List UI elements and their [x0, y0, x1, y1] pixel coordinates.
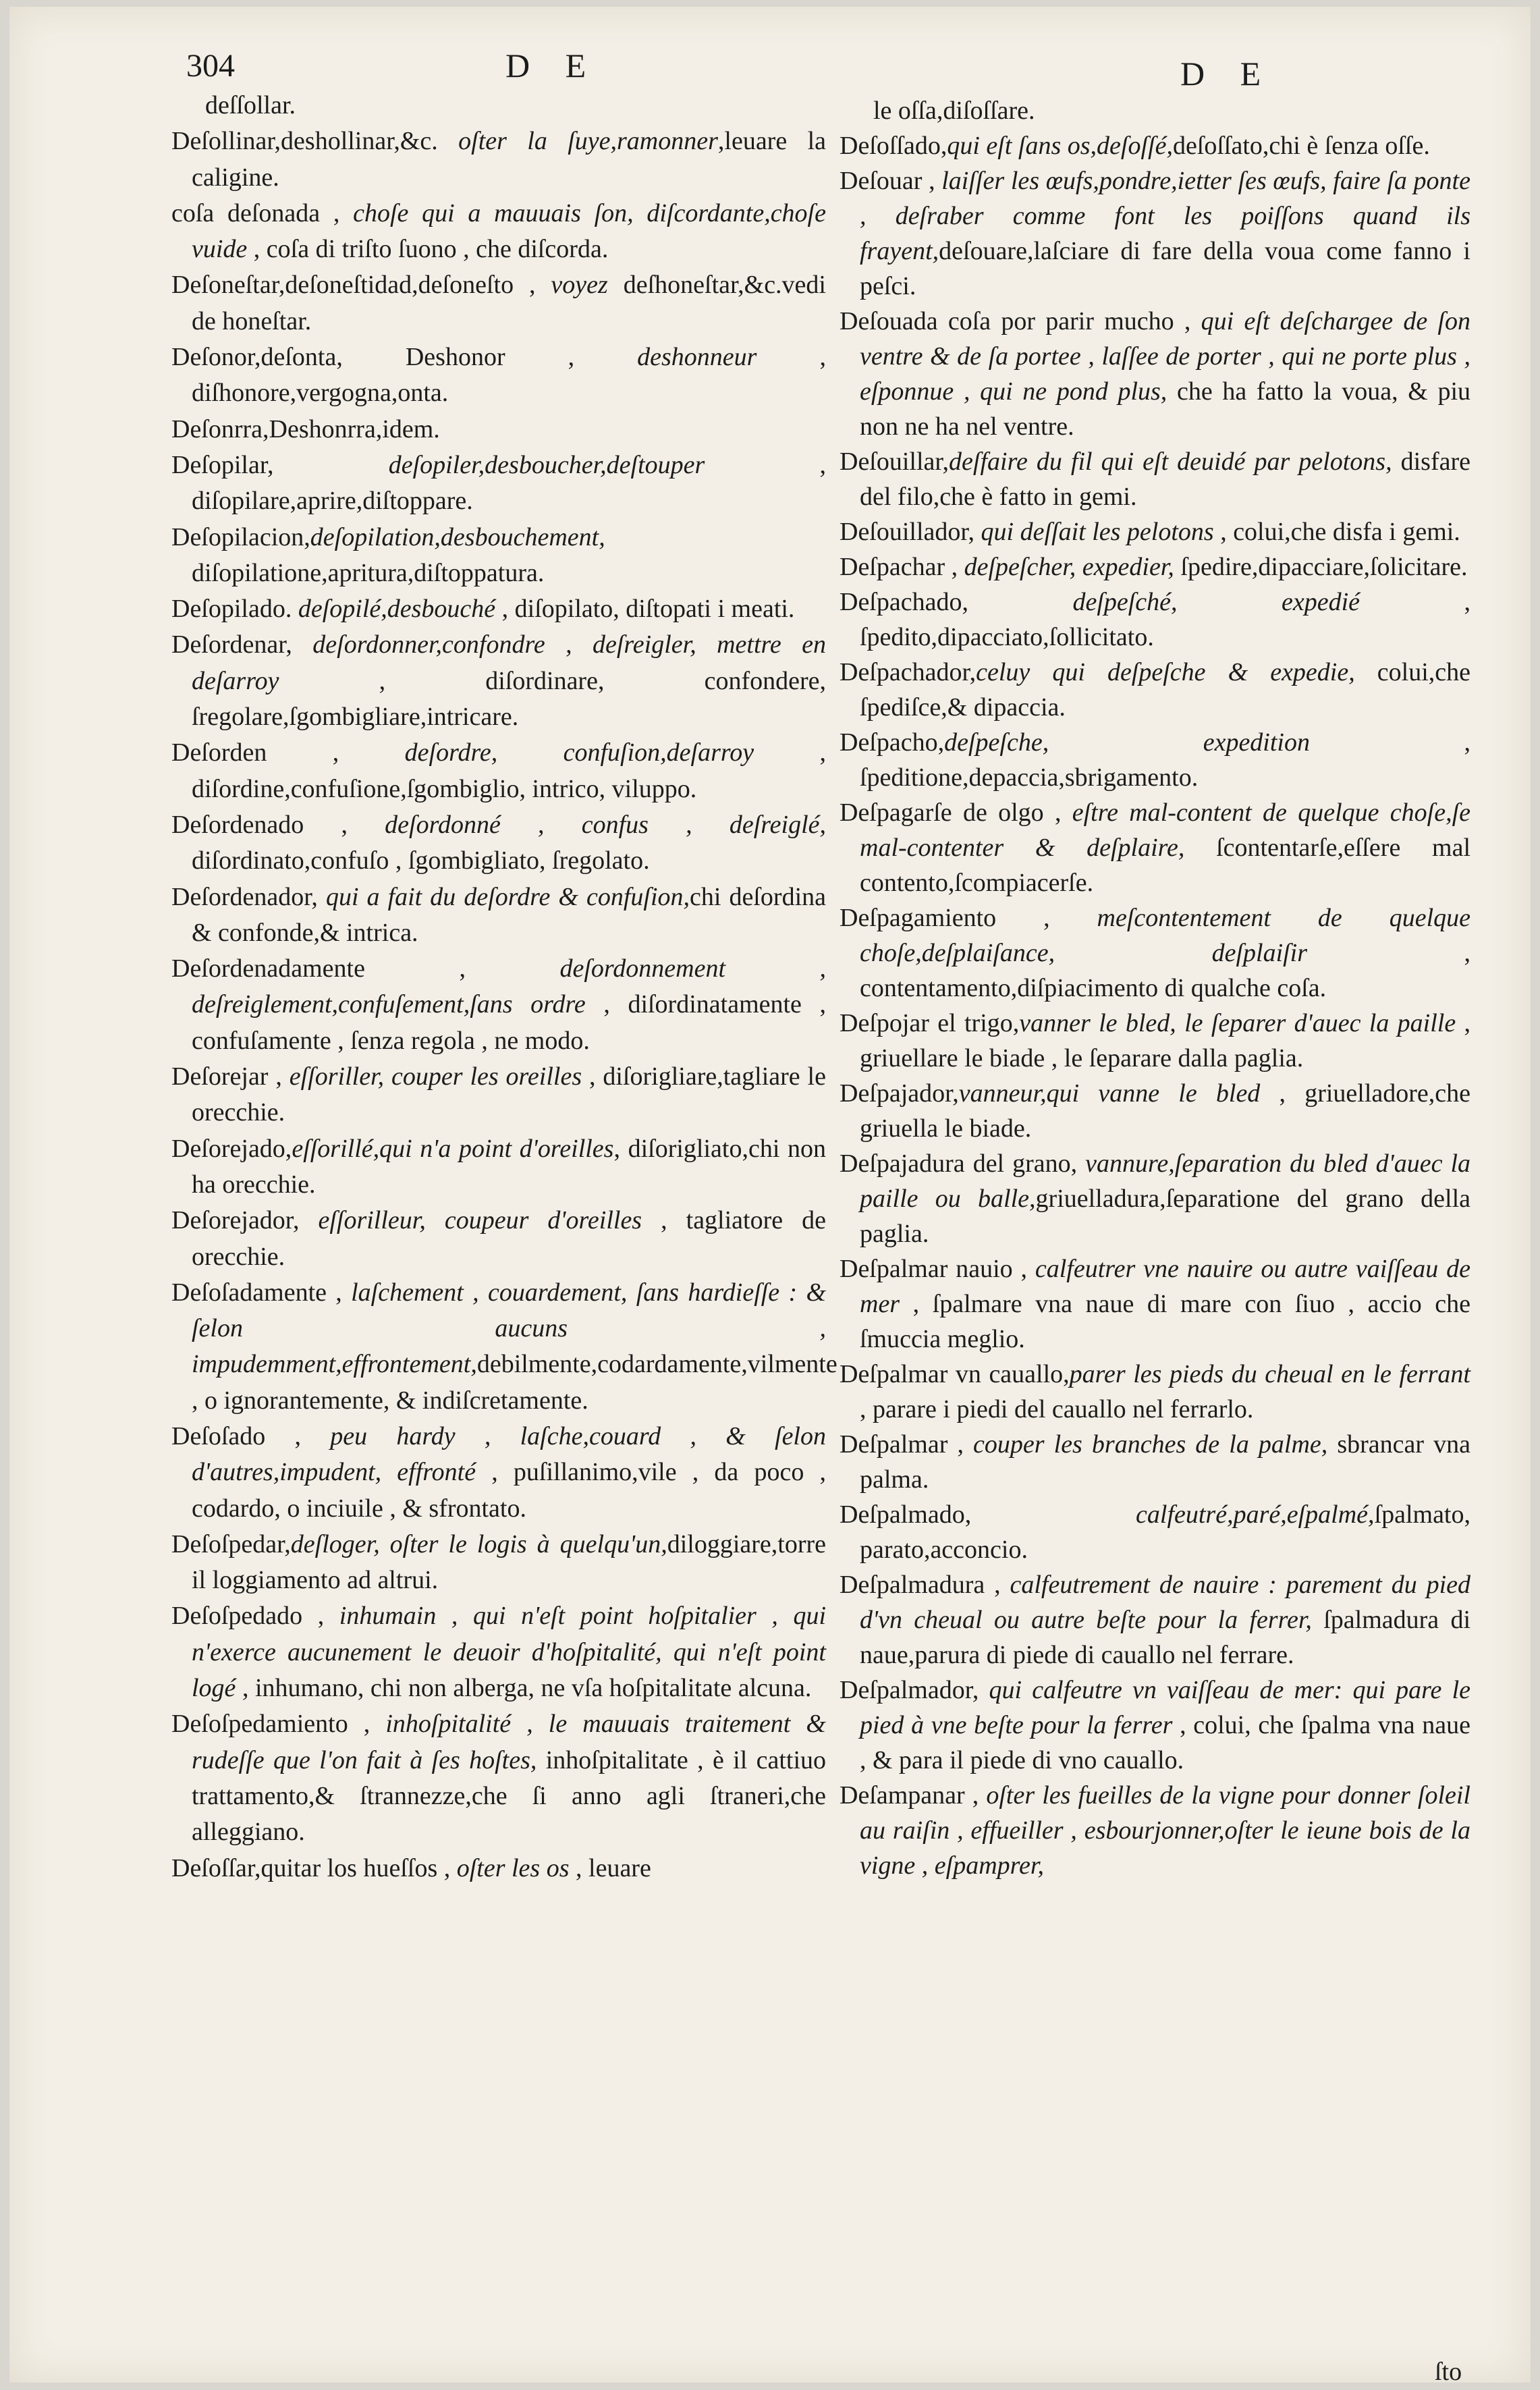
- entry-headword: Deſpachador,: [840, 658, 977, 686]
- entry-french: qui eſt ſans os,deſoſſé,: [947, 132, 1173, 160]
- dictionary-entry: [819, 1006, 1470, 1076]
- entry-french: deſordre, confuſion,deſarroy: [404, 738, 754, 767]
- entry-headword: Deſoſpedado ,: [171, 1602, 339, 1631]
- entry-italian: , diſhonore,vergogna,onta.: [192, 343, 826, 408]
- dictionary-entry: [151, 1131, 826, 1203]
- dictionary-entry: [151, 1203, 826, 1275]
- dictionary-entry: [819, 163, 1470, 304]
- dictionary-page: [9, 7, 1531, 2386]
- entry-headword: Deſoſado ,: [171, 1421, 331, 1450]
- entry-headword: Deſordenador,: [171, 882, 326, 911]
- entry-headword: Deſpachar ,: [840, 553, 964, 581]
- dictionary-entry: [151, 124, 826, 196]
- entry-italian: deſoſſato,chi è ſenza oſſe.: [1172, 132, 1430, 160]
- entry-french: deſordonner,confondre , deſreigler, mettre en deſarroy: [192, 630, 827, 695]
- entry-headword: Deſouillar,: [840, 447, 950, 476]
- entry-italian: , colui,che disfa i gemi.: [1213, 518, 1460, 546]
- entry-french: qui eſt deſchargee de ſon ventre & de ſa portee , laſſee de porter , qui ne porte plus , eſponnue , qui ne pond plus,: [860, 307, 1470, 406]
- entry-italian: , griuelladore,che griuella le biade.: [860, 1079, 1470, 1143]
- entry-headword: Deſopilar,: [171, 450, 389, 479]
- entry-french: oſter les os: [456, 1853, 570, 1882]
- entry-italian: , inhumano, chi non alberga, ne vſa hoſpitalitate alcuna.: [236, 1674, 812, 1703]
- entry-italian: , diſopilare,aprire,diſtoppare.: [192, 450, 827, 516]
- entry-headword: Deſpachado,: [840, 588, 1073, 616]
- dictionary-entry: [819, 1427, 1470, 1497]
- entry-italian: , diſordinare, confondere, ſregolare,ſgombigliare,intricare.: [192, 666, 826, 732]
- dictionary-entry: [151, 340, 826, 412]
- entry-french: qui deſſait les pelotons: [981, 518, 1214, 546]
- page-number: 304: [186, 48, 235, 84]
- entry-headword: Deſpalmar nauio ,: [840, 1255, 1035, 1283]
- entry-french: deſordonné , confus , deſreiglé,: [385, 810, 826, 839]
- dictionary-entry: [151, 447, 826, 520]
- entry-italian: diſordinato,confuſo , ſgombigliato, ſregolato.: [192, 846, 650, 875]
- dictionary-entry: [151, 88, 826, 124]
- entry-headword: Deſpalmadura ,: [840, 1571, 1010, 1599]
- entry-headword: Deſorejado,: [171, 1134, 292, 1163]
- entry-french: inhumain , qui n'eſt point hoſpitalier , qui n'exerce aucunement le deuoir d'hoſpitalité, qui n'eſt point logé: [192, 1602, 827, 1703]
- entry-headword: Deſpagarſe de olgo ,: [840, 798, 1072, 827]
- entry-headword: Deſorejador,: [171, 1206, 319, 1235]
- entry-french: vannure,ſeparation du bled d'auec la paille ou balle,: [860, 1149, 1471, 1213]
- entry-headword: Deſouada coſa por parir mucho ,: [840, 307, 1201, 335]
- entry-italian: ſpalmato, parato,acconcio.: [860, 1500, 1470, 1564]
- entry-headword: Deſpagamiento ,: [840, 904, 1097, 932]
- entry-french: eſſorilleur, coupeur d'oreilles: [318, 1206, 642, 1235]
- entry-italian: griuelladura,ſeparatione del grano della paglia.: [860, 1185, 1470, 1248]
- right-column: [819, 93, 1470, 1883]
- entry-french: couper les branches de la palme,: [973, 1430, 1328, 1459]
- entry-italian: le oſſa,diſoſſare.: [873, 97, 1035, 125]
- entry-italian: deſhoneſtar,&c.vedi de honeſtar.: [192, 271, 826, 335]
- left-column: [151, 88, 837, 1886]
- entry-italian: , griuellare le biade , le ſeparare dalla paglia.: [860, 1009, 1471, 1072]
- dictionary-entry: [819, 585, 1470, 655]
- dictionary-entry: [819, 93, 1470, 128]
- entry-french: vanneur,qui vanne le bled: [958, 1079, 1261, 1108]
- entry-italian: debilmente,codardamente,vilmente , o ignorantemente, & indiſcretamente.: [192, 1350, 837, 1415]
- dictionary-entry: [819, 1778, 1470, 1883]
- entry-french: deſopilation,desbouchement,: [310, 522, 605, 551]
- dictionary-entry: [819, 1497, 1470, 1567]
- entry-italian: chi deſordina & confonde,& intrica.: [192, 882, 827, 947]
- dictionary-entry: [151, 1706, 826, 1850]
- entry-italian: , tagliatore de orecchie.: [192, 1206, 826, 1271]
- entry-headword: Deſoſadamente ,: [171, 1278, 352, 1307]
- dictionary-entry: [819, 1567, 1470, 1673]
- entry-french: deshonneur: [637, 343, 757, 372]
- entry-french: meſcontentement de quelque choſe,deſplaiſance, deſplaiſir: [860, 904, 1470, 967]
- dictionary-entry: [151, 1851, 826, 1886]
- entry-italian: , leuare: [569, 1853, 651, 1882]
- entry-headword: Deſoneſtar,deſoneſtidad,deſoneſto ,: [171, 271, 551, 300]
- entry-headword: Deſordenado ,: [171, 810, 385, 839]
- entry-italian: che ha fatto la voua, & piu non ne ha nel ventre.: [860, 377, 1471, 441]
- entry-headword: Deſordenadamente ,: [171, 954, 560, 983]
- entry-italian: , ſpeditione,depaccia,sbrigamento.: [860, 728, 1470, 792]
- dictionary-entry: [151, 735, 826, 807]
- dictionary-entry: [151, 1598, 826, 1706]
- entry-french: qui a fait du deſordre & confuſion,: [325, 882, 690, 911]
- entry-headword: Deſoſſar,quitar los hueſſos ,: [171, 1853, 457, 1882]
- entry-headword: Deſollinar,deshollinar,&c.: [171, 127, 459, 156]
- dictionary-entry: [151, 879, 826, 952]
- entry-italian: ſpedire,dipacciare,ſolicitare.: [1174, 553, 1468, 581]
- entry-french: inhoſpitalité , le mauuais traitement & rudeſſe que l'on fait à ſes hoſtes,: [192, 1710, 826, 1774]
- entry-headword: Deſopilado.: [171, 595, 298, 624]
- entry-italian: , colui, che ſpalma vna naue , & para il piede di vno cauallo.: [860, 1711, 1470, 1774]
- running-head-right: D E: [1180, 55, 1275, 92]
- dictionary-entry: [819, 444, 1470, 514]
- dictionary-entry: [151, 951, 826, 1059]
- dictionary-entry: [151, 1419, 826, 1527]
- entry-headword: Deſorden ,: [171, 738, 405, 767]
- entry-french: eſtre mal-content de quelque choſe,ſe mal-contenter & deſplaire,: [860, 798, 1470, 862]
- entry-french: deſopilé,desbouché: [298, 595, 496, 624]
- entry-headword: Deſonor,deſonta, Deshonor ,: [171, 343, 638, 372]
- entry-italian: ,leuare la caligine.: [192, 127, 826, 192]
- entry-french: laſchement , couardement, ſans hardieſſe : & ſelon aucuns , impudemment,effrontement,: [192, 1278, 826, 1379]
- dictionary-entry: [819, 514, 1470, 549]
- dictionary-entry: [151, 520, 826, 592]
- entry-french: vanner le bled, le ſeparer d'auec la paille: [1019, 1009, 1456, 1037]
- entry-french: choſe qui a mauuais ſon, diſcordante,choſe vuide: [192, 198, 826, 264]
- entry-headword: Deſorejar ,: [171, 1062, 290, 1091]
- entry-headword: Deſoſpedar,: [171, 1529, 291, 1558]
- entry-italian: diloggiare,torre il loggiamento ad altrui.: [192, 1529, 826, 1595]
- entry-italian: , diſorigliato,chi non ha orecchie.: [192, 1134, 826, 1199]
- dictionary-entry: [151, 807, 826, 879]
- entry-french: oſter la ſuye,ramonner: [458, 127, 718, 156]
- entry-italian: , contentamento,diſpiacimento di qualche coſa.: [860, 939, 1470, 1002]
- dictionary-entry: [819, 795, 1470, 900]
- dictionary-entry: [819, 1076, 1470, 1146]
- entry-headword: Deſpajador,: [840, 1079, 959, 1108]
- entry-french: deſloger, oſter le logis à quelqu'un,: [290, 1529, 667, 1558]
- entry-headword: Deſampanar ,: [840, 1781, 987, 1810]
- dictionary-entry: [819, 1357, 1470, 1427]
- entry-italian: sbrancar vna palma.: [860, 1430, 1470, 1494]
- dictionary-entry: [819, 549, 1470, 585]
- dictionary-entry: [819, 655, 1470, 725]
- dictionary-entry: [151, 627, 826, 735]
- entry-headword: Deſouillador,: [840, 518, 981, 546]
- dictionary-entry: [151, 196, 826, 268]
- entry-french: deſpeſché, expedié: [1072, 588, 1360, 616]
- entry-french: deſpeſcher, expedier,: [964, 553, 1174, 581]
- entry-french: deſordonnement , deſreiglement,confuſement,ſans ordre: [192, 954, 826, 1019]
- catchword: ſto: [1435, 2358, 1462, 2386]
- entry-french: calfeutrement de nauire : parement du pied d'vn cheual ou autre beſte pour la ferrer,: [860, 1571, 1471, 1634]
- entry-headword: Deſpojar el trigo,: [840, 1009, 1020, 1037]
- entry-headword: Deſpalmar ,: [840, 1430, 974, 1459]
- entry-headword: Deſoſſado,: [840, 132, 947, 160]
- entry-french: celuy qui deſpeſche & expedie,: [976, 658, 1355, 686]
- entry-french: calfeutrer vne nauire ou autre vaiſſeau de mer: [860, 1255, 1471, 1318]
- entry-italian: diſopilatione,apritura,diſtoppatura.: [192, 558, 545, 587]
- dictionary-entry: [819, 128, 1470, 163]
- entry-french: laiſſer les œufs,pondre,ietter ſes œufs, faire ſa ponte , deſraber comme font les poiſſons quand ils frayent,: [860, 167, 1470, 265]
- entry-italian: , puſillanimo,vile , da poco , codardo, o inciuile , & sfrontato.: [192, 1458, 826, 1523]
- entry-headword: Deſpalmar vn cauallo,: [840, 1360, 1070, 1388]
- entry-french: qui calfeutre vn vaiſſeau de mer: qui pare le pied à vne beſte pour la ferrer: [860, 1676, 1470, 1739]
- entry-french: deſfaire du fil qui eſt deuidé par pelotons,: [949, 447, 1392, 476]
- entry-headword: Deſoſpedamiento ,: [171, 1710, 386, 1739]
- entry-french: deſopiler,desboucher,deſtouper: [388, 450, 705, 479]
- entry-italian: colui,che ſpediſce,& dipaccia.: [860, 658, 1471, 722]
- entry-italian: disfare del filo,che è fatto in gemi.: [860, 447, 1471, 511]
- entry-headword: Deſouar ,: [840, 167, 942, 195]
- entry-italian: ſcontentarſe,eſſere mal contento,ſcompiacerſe.: [860, 834, 1471, 897]
- entry-french: peu hardy , laſche,couard , & ſelon d'autres,impudent, effronté: [192, 1421, 826, 1487]
- entry-headword: Deſpalmador,: [840, 1676, 989, 1704]
- entry-french: eſſoriller, couper les oreilles: [289, 1062, 582, 1091]
- entry-headword: coſa deſonada ,: [171, 198, 354, 227]
- entry-italian: , ſpedito,dipacciato,ſollicitato.: [860, 588, 1471, 651]
- dictionary-entry: [151, 267, 826, 340]
- entry-italian: , coſa di triſto ſuono , che diſcorda.: [247, 235, 609, 264]
- dictionary-entry: [151, 1527, 826, 1599]
- entry-headword: Deſordenar,: [171, 630, 313, 659]
- entry-headword: Deſpacho,: [840, 728, 945, 757]
- running-head-left: D E: [505, 47, 600, 84]
- dictionary-entry: [151, 412, 826, 447]
- dictionary-entry: [819, 1673, 1470, 1778]
- entry-italian: , ſpalmare vna naue di mare con ſiuo , accio che ſmuccia meglio.: [860, 1290, 1470, 1353]
- dictionary-entry: [151, 1059, 826, 1131]
- entry-headword: Deſpajadura del grano,: [840, 1149, 1086, 1178]
- dictionary-entry: [151, 591, 826, 627]
- entry-italian: , diſordine,confuſione,ſgombiglio, intrico, viluppo.: [192, 738, 826, 803]
- dictionary-entry: [819, 900, 1470, 1006]
- entry-french: voyez: [551, 271, 608, 300]
- entry-headword: Deſpalmado,: [840, 1500, 1136, 1529]
- dictionary-entry: [819, 1251, 1470, 1357]
- entry-italian: , diſopilato, diſtopati i meati.: [495, 595, 795, 624]
- entry-italian: ſpalmadura di naue,parura di piede di cauallo nel ferrare.: [860, 1606, 1471, 1669]
- entry-french: eſſorillé,qui n'a point d'oreilles: [292, 1134, 614, 1163]
- dictionary-entry: [151, 1275, 837, 1419]
- entry-italian: inhoſpitalitate , è il cattiuo trattamento,& ſtrannezze,che ſi anno agli ſtraneri,che alleggiano.: [192, 1745, 827, 1847]
- entry-french: parer les pieds du cheual en le ferrant: [1069, 1360, 1470, 1388]
- entry-french: deſpeſche, expedition: [944, 728, 1310, 757]
- entry-italian: , diſorigliare,tagliare le orecchie.: [192, 1062, 826, 1127]
- entry-italian: , diſordinatamente , confuſamente , ſenza regola , ne modo.: [192, 990, 826, 1055]
- entry-headword: Deſopilacion,: [171, 522, 310, 551]
- entry-italian: deſſollar.: [205, 91, 296, 119]
- entry-french: calfeutré,paré,eſpalmé,: [1136, 1500, 1375, 1529]
- dictionary-entry: [819, 304, 1470, 444]
- entry-italian: , parare i piedi del cauallo nel ferrarlo.: [860, 1395, 1254, 1423]
- entry-french: oſter les fueilles de la vigne pour donner ſoleil au raiſin , effueiller , esbourjonner,oſter le ieune bois de la vigne , eſpamprer,: [860, 1781, 1470, 1880]
- dictionary-entry: [819, 725, 1470, 795]
- entry-italian: deſouare,laſciare di fare della voua come fanno i peſci.: [860, 237, 1470, 300]
- entry-headword: Deſonrra,Deshonrra,idem.: [171, 414, 440, 443]
- dictionary-entry: [819, 1146, 1470, 1251]
